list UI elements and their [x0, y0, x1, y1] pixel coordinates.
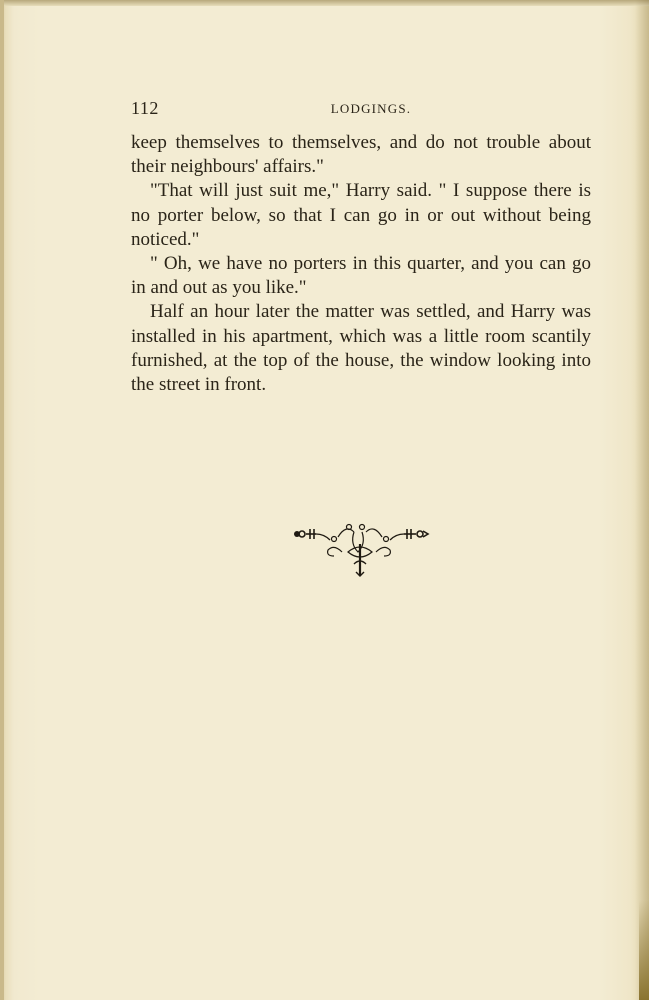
page-right-edge: [635, 0, 649, 1000]
body-text: [131, 131, 591, 397]
paragraph: Half an hour later the matter was settled, and Harry was installed in his apartment, which was a little room scantily furnished, at the top of the house, the window looking into the street in front.: [131, 301, 591, 396]
page-header: [131, 98, 591, 120]
paragraph: keep themselves to themselves, and do not trouble about their neighbours' affairs.": [131, 132, 591, 178]
page-number: 112: [131, 98, 159, 118]
paragraph: "That will just suit me," Harry said. " I suppose there is no porter below, so that I can go in or out without being noticed.": [131, 180, 591, 250]
tailpiece-ornament-icon: [292, 522, 442, 578]
page-corner-shadow: [639, 900, 649, 1000]
running-head: LODGINGS.: [330, 101, 412, 116]
page-binding-edge: [0, 0, 4, 1000]
page-top-edge: [0, 0, 649, 6]
paragraph: " Oh, we have no porters in this quarter, and you can go in and out as you like.": [131, 253, 591, 299]
